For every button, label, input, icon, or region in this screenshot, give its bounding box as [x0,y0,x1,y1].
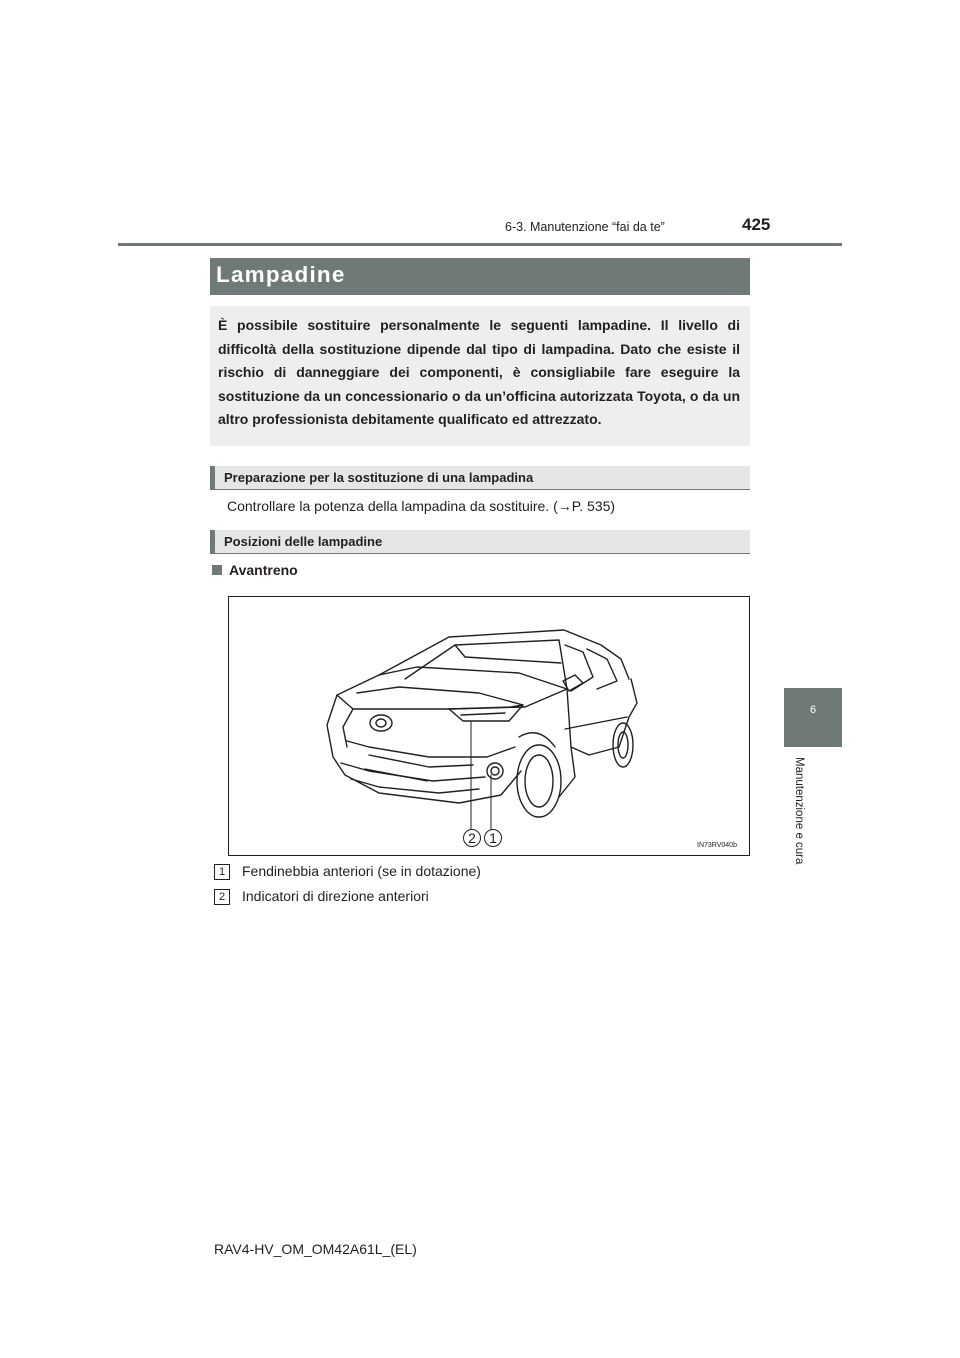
legend-item [214,888,429,905]
legend-item [214,863,481,880]
footer-model-code: RAV4-HV_OM_OM42A61L_(EL) [214,1241,417,1257]
car-illustration [229,597,749,855]
front-label: Avantreno [229,562,298,578]
positions-heading [210,530,750,554]
preparation-text: Controllare la potenza della lampadina da sostituire. (→P. 535) [227,498,616,514]
chapter-tab: 6 [784,688,842,747]
intro-text: È possibile sostituire personalmente le seguenti lampadine. Il livello di difficoltà della sostituzione dipende dal tipo di lampadina. Dato che esiste il rischio di danneggiare dei componenti, è consigliabile fare eseguire la sostituzione da un concessionario o da un’officina autorizzata Toyota, o da un altro professionista debitamente qualificato ed attrezzato. [218,317,740,427]
figure-code: IN73RV040b [697,842,737,849]
positions-heading-text: Posizioni delle lampadine [224,534,383,549]
legend-text: Indicatori di direzione anteriori [242,888,429,904]
page-title: Lampadine [216,262,346,287]
preparation-heading-text: Preparazione per la sostituzione di una lampadina [224,470,534,485]
callout-1: 1 [484,829,502,847]
legend-text: Fendinebbia anteriori (se in dotazione) [242,863,481,879]
preparation-heading [210,466,750,490]
front-label-row [212,562,298,578]
page-number: 425 [742,215,771,234]
car-figure [228,596,750,856]
legend-number: 1 [214,864,230,880]
heading-accent-bar [210,466,215,489]
section-reference: 6-3. Manutenzione “fai da te” [505,220,665,234]
header-rule [118,243,842,246]
callout-2: 2 [463,829,481,847]
chapter-side-label: Manutenzione e cura [793,757,805,865]
square-bullet-icon [212,565,222,575]
heading-accent-bar [210,530,215,553]
legend-number: 2 [214,889,230,905]
